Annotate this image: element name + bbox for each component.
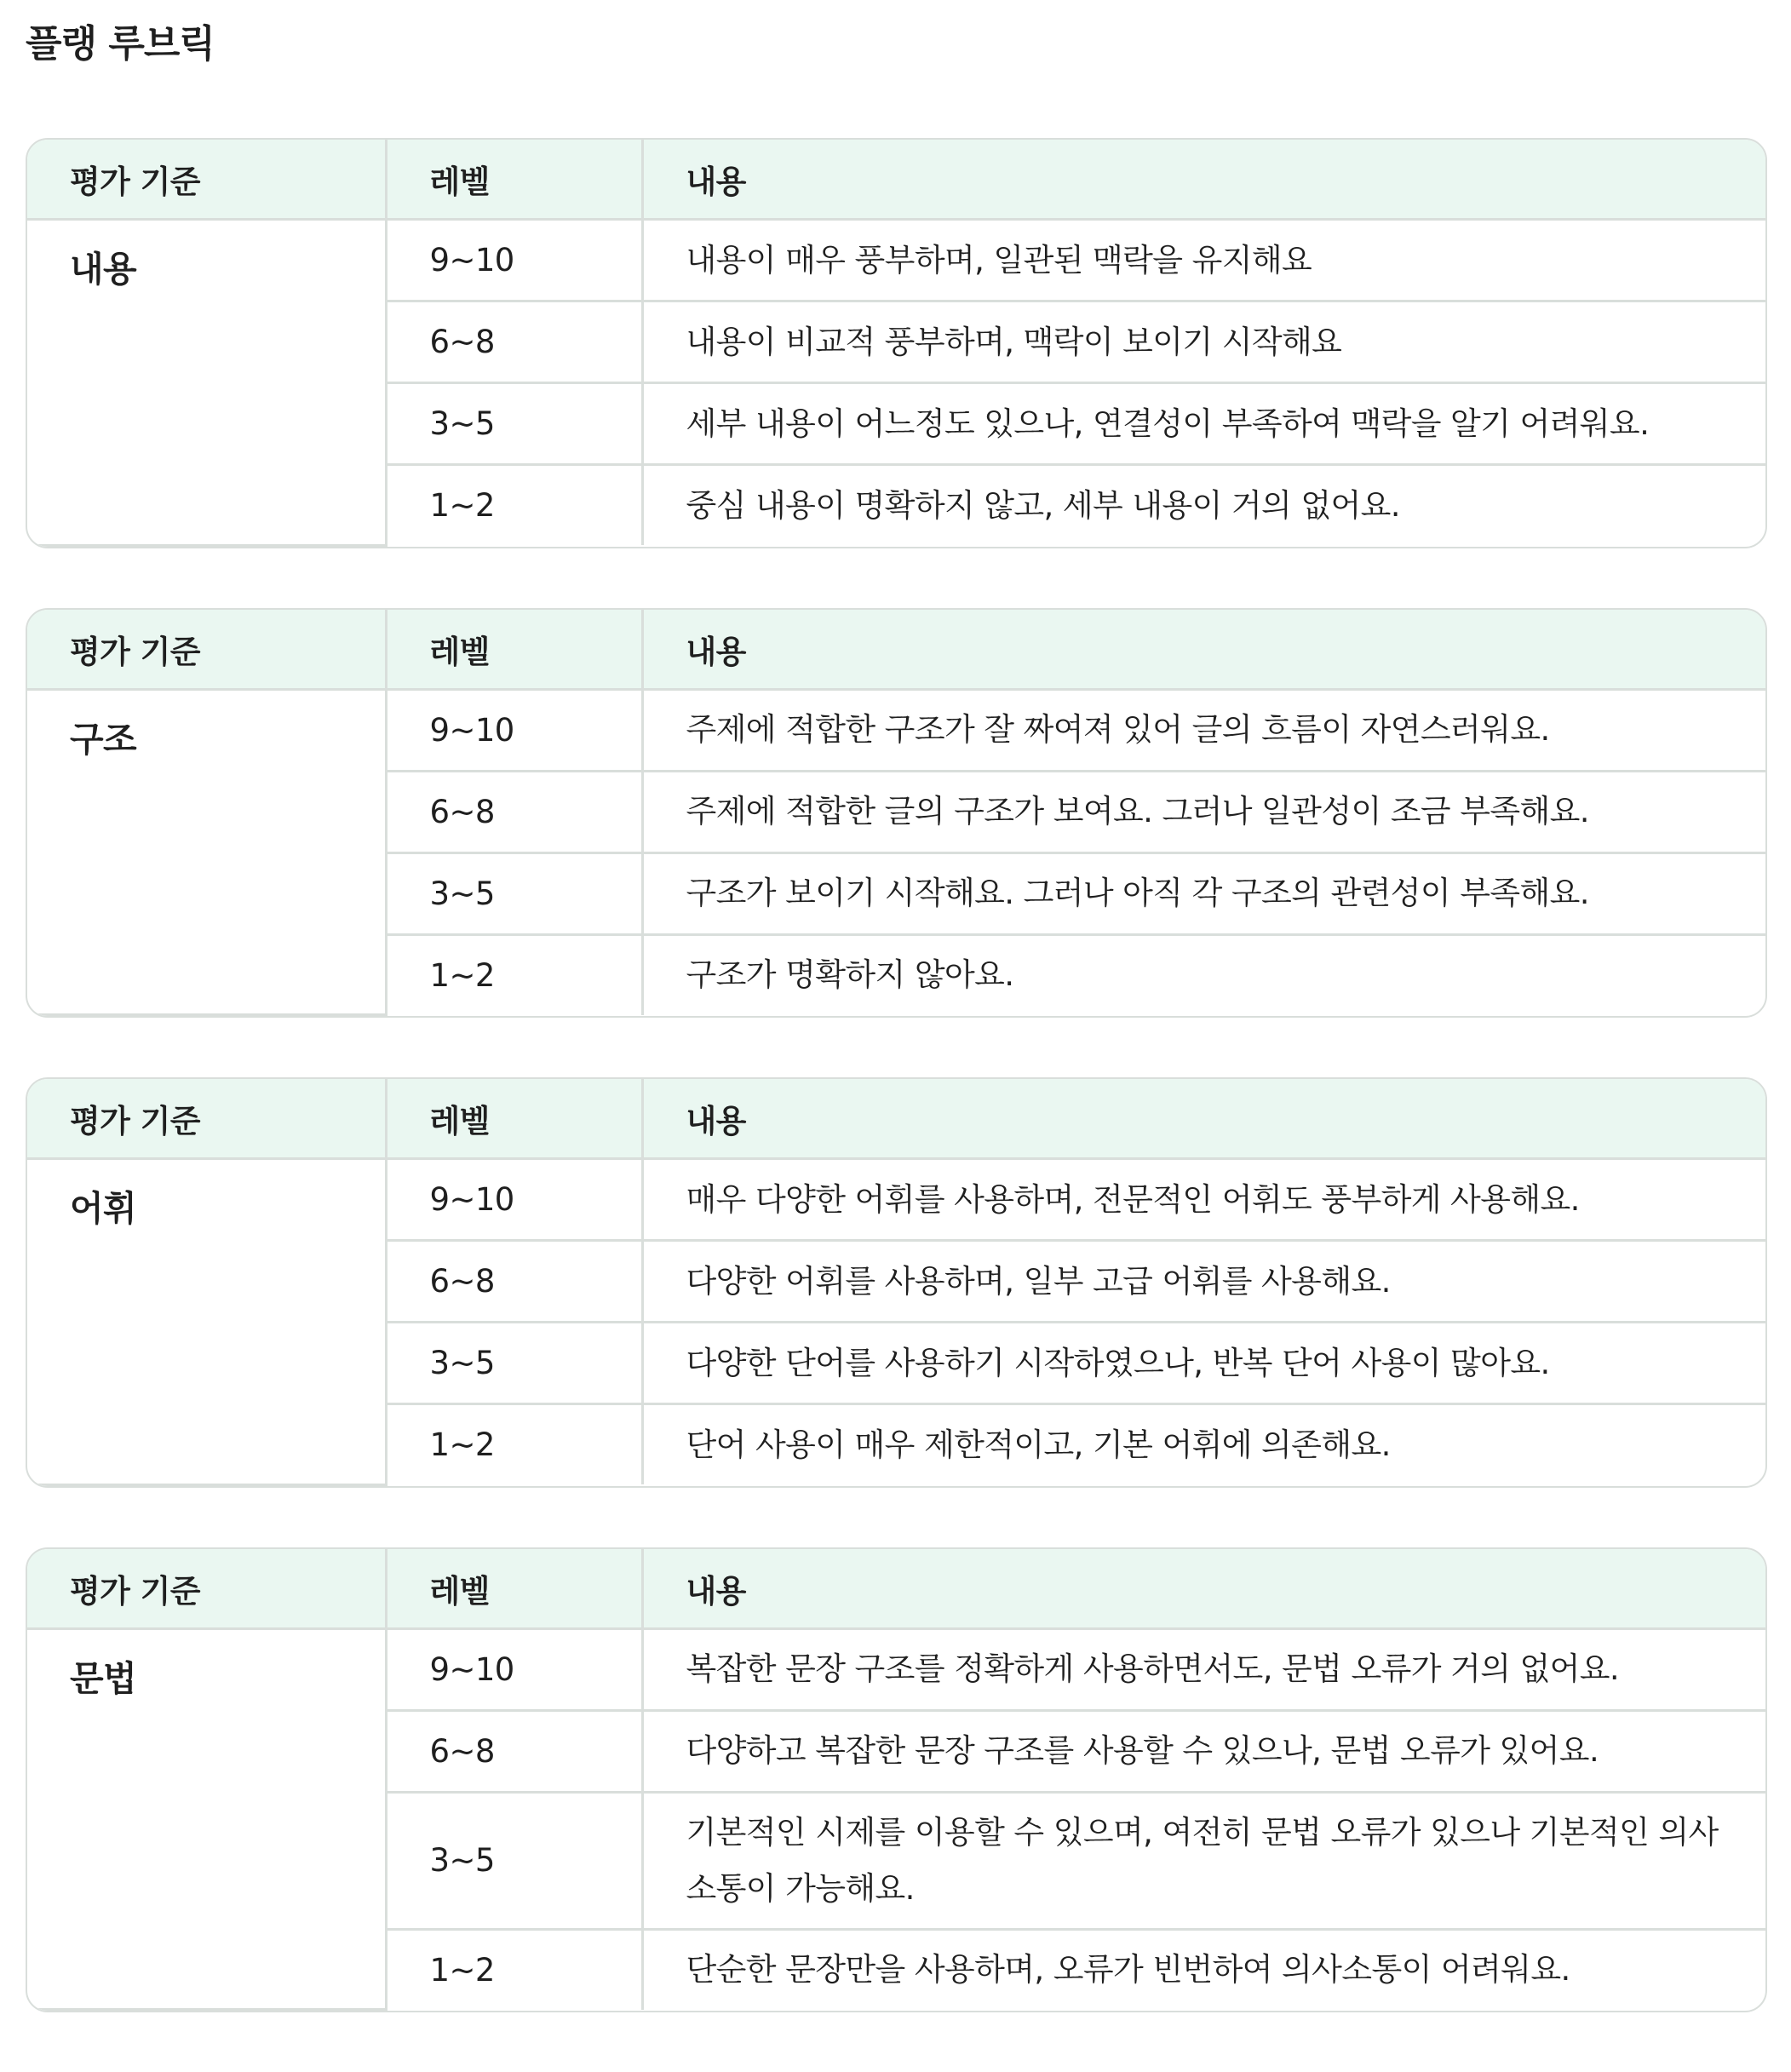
header-criterion: 평가 기준 — [27, 1079, 386, 1159]
description-cell: 구조가 명확하지 않아요. — [642, 934, 1765, 1015]
header-content: 내용 — [642, 140, 1765, 220]
level-cell: 6~8 — [386, 301, 642, 383]
level-cell: 6~8 — [386, 1710, 642, 1792]
table-row — [27, 220, 1765, 301]
rubric-tables — [26, 138, 1767, 2072]
header-level: 레벨 — [386, 140, 642, 220]
table-header-row — [27, 1549, 1765, 1629]
description-cell: 복잡한 문장 구조를 정확하게 사용하면서도, 문법 오류가 거의 없어요. — [642, 1628, 1765, 1710]
criterion-cell: 어휘 — [27, 1159, 386, 1485]
table-header-row — [27, 610, 1765, 690]
description-cell: 중심 내용이 명확하지 않고, 세부 내용이 거의 없어요. — [642, 465, 1765, 546]
level-cell: 9~10 — [386, 1159, 642, 1241]
level-cell: 9~10 — [386, 1628, 642, 1710]
table-header-row — [27, 1079, 1765, 1159]
header-content: 내용 — [642, 1549, 1765, 1629]
description-cell: 구조가 보이기 시작해요. 그러나 아직 각 구조의 관련성이 부족해요. — [642, 852, 1765, 934]
level-cell: 3~5 — [386, 383, 642, 465]
level-cell: 6~8 — [386, 771, 642, 852]
description-cell: 내용이 매우 풍부하며, 일관된 맥락을 유지해요 — [642, 220, 1765, 301]
description-cell: 내용이 비교적 풍부하며, 맥락이 보이기 시작해요 — [642, 301, 1765, 383]
rubric-table-content — [26, 138, 1767, 548]
criterion-cell: 문법 — [27, 1628, 386, 2010]
description-cell: 매우 다양한 어휘를 사용하며, 전문적인 어휘도 풍부하게 사용해요. — [642, 1159, 1765, 1241]
criterion-cell: 구조 — [27, 689, 386, 1015]
table-row — [27, 1628, 1765, 1710]
header-level: 레벨 — [386, 1549, 642, 1629]
criterion-cell: 내용 — [27, 220, 386, 546]
description-cell: 다양한 단어를 사용하기 시작하였으나, 반복 단어 사용이 많아요. — [642, 1323, 1765, 1404]
rubric-table-vocabulary — [26, 1077, 1767, 1488]
level-cell: 3~5 — [386, 852, 642, 934]
level-cell: 3~5 — [386, 1792, 642, 1929]
table-row — [27, 689, 1765, 771]
description-cell: 단어 사용이 매우 제한적이고, 기본 어휘에 의존해요. — [642, 1404, 1765, 1485]
table-row — [27, 1159, 1765, 1241]
description-cell: 다양하고 복잡한 문장 구조를 사용할 수 있으나, 문법 오류가 있어요. — [642, 1710, 1765, 1792]
description-cell: 세부 내용이 어느정도 있으나, 연결성이 부족하여 맥락을 알기 어려워요. — [642, 383, 1765, 465]
header-criterion: 평가 기준 — [27, 1549, 386, 1629]
rubric-table-structure — [26, 608, 1767, 1019]
description-cell: 다양한 어휘를 사용하며, 일부 고급 어휘를 사용해요. — [642, 1241, 1765, 1323]
level-cell: 9~10 — [386, 220, 642, 301]
header-content: 내용 — [642, 1079, 1765, 1159]
level-cell: 1~2 — [386, 1929, 642, 2010]
level-cell: 3~5 — [386, 1323, 642, 1404]
table-header-row — [27, 140, 1765, 220]
rubric-table-grammar — [26, 1547, 1767, 2013]
header-level: 레벨 — [386, 1079, 642, 1159]
description-cell: 주제에 적합한 글의 구조가 보여요. 그러나 일관성이 조금 부족해요. — [642, 771, 1765, 852]
header-criterion: 평가 기준 — [27, 610, 386, 690]
description-cell: 기본적인 시제를 이용할 수 있으며, 여전히 문법 오류가 있으나 기본적인 의사소통이 가능해요. — [642, 1792, 1765, 1929]
level-cell: 9~10 — [386, 689, 642, 771]
level-cell: 1~2 — [386, 1404, 642, 1485]
header-criterion: 평가 기준 — [27, 140, 386, 220]
description-cell: 주제에 적합한 구조가 잘 짜여져 있어 글의 흐름이 자연스러워요. — [642, 689, 1765, 771]
header-content: 내용 — [642, 610, 1765, 690]
level-cell: 1~2 — [386, 465, 642, 546]
description-cell: 단순한 문장만을 사용하며, 오류가 빈번하여 의사소통이 어려워요. — [642, 1929, 1765, 2010]
level-cell: 6~8 — [386, 1241, 642, 1323]
page-title: 플랭 루브릭 — [26, 22, 215, 66]
header-level: 레벨 — [386, 610, 642, 690]
level-cell: 1~2 — [386, 934, 642, 1015]
